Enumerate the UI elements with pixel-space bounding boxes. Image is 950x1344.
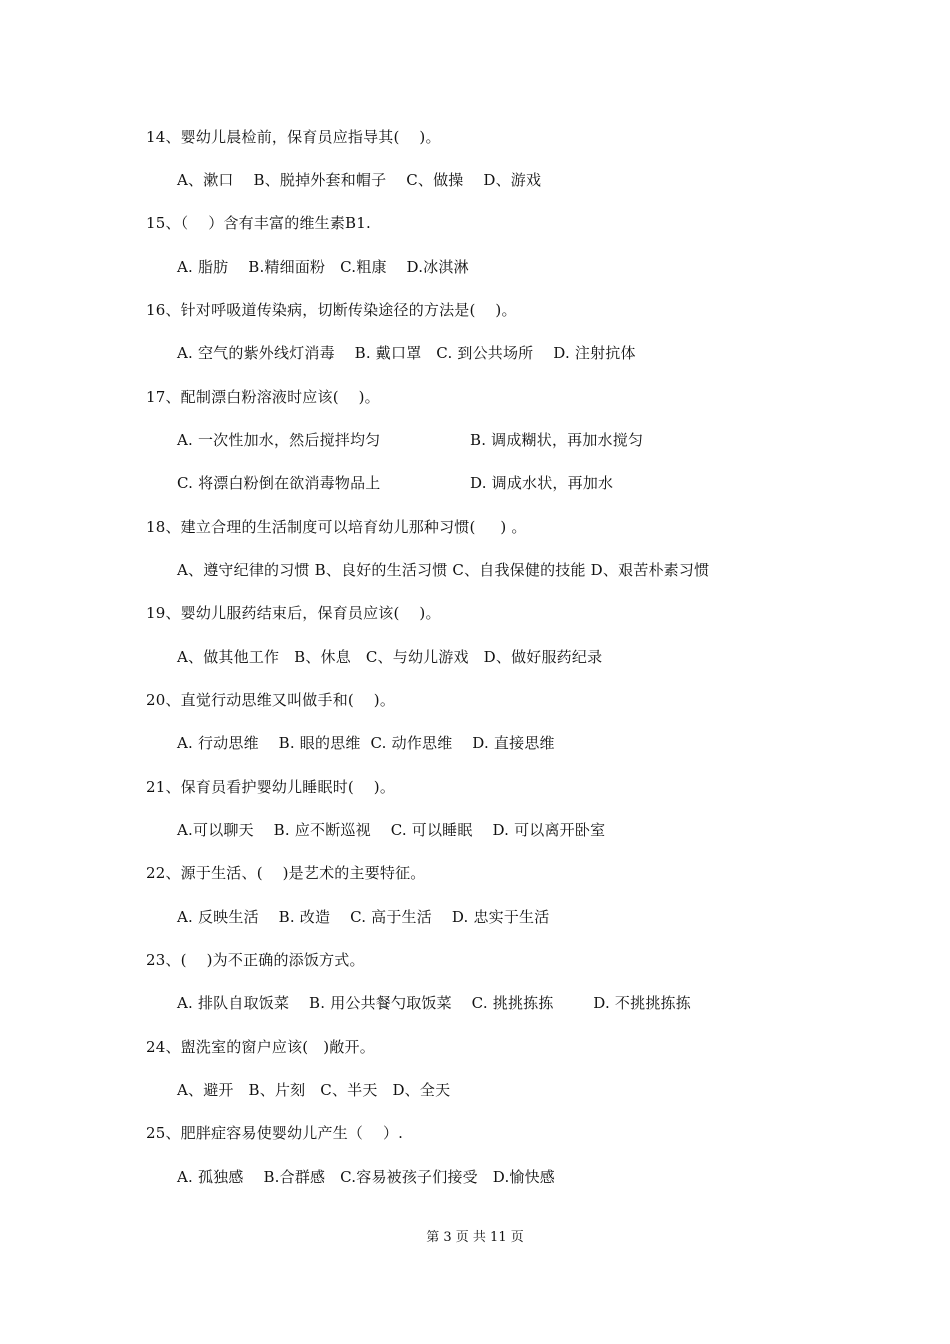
question-20-options: A. 行动思维 B. 眼的思维 C. 动作思维 D. 直接思维 [177,734,555,752]
question-19-options: A、做其他工作 B、休息 C、与幼儿游戏 D、做好服药纪录 [177,648,603,666]
question-17-option-b: B. 调成糊状，再加水搅匀 [470,431,644,449]
question-14-options: A、漱口 B、脱掉外套和帽子 C、做操 D、游戏 [177,171,542,189]
question-14-stem: 14、婴幼儿晨检前，保育员应指导其( )。 [146,128,441,146]
question-25-options: A. 孤独感 B.合群感 C.容易被孩子们接受 D.愉快感 [177,1168,556,1186]
question-20-stem: 20、直觉行动思维又叫做手和( )。 [146,691,396,709]
question-18-stem: 18、建立合理的生活制度可以培育幼儿那种习惯( ) 。 [146,518,527,536]
question-24-stem: 24、盥洗室的窗户应该( )敞开。 [146,1038,375,1056]
question-15-options: A. 脂肪 B.精细面粉 C.粗康 D.冰淇淋 [177,258,469,276]
question-22-options: A. 反映生活 B. 改造 C. 高于生活 D. 忠实于生活 [177,908,550,926]
question-21-stem: 21、保育员看护婴幼儿睡眠时( )。 [146,778,396,796]
page-footer: 第 3 页 共 11 页 [426,1230,524,1245]
question-17-option-a: A. 一次性加水，然后搅拌均匀 [177,431,381,449]
question-21-options: A.可以聊天 B. 应不断巡视 C. 可以睡眠 D. 可以离开卧室 [177,821,606,839]
question-17-option-c: C. 将漂白粉倒在欲消毒物品上 [177,474,381,492]
question-24-options: A、避开 B、片刻 C、半天 D、全天 [177,1081,451,1099]
question-16-stem: 16、针对呼吸道传染病，切断传染途径的方法是( )。 [146,301,517,319]
question-25-stem: 25、肥胖症容易使婴幼儿产生（ ）. [146,1124,404,1142]
question-23-stem: 23、( )为不正确的添饭方式。 [146,951,365,969]
question-17-stem: 17、配制漂白粉溶液时应该( )。 [146,388,380,406]
question-22-stem: 22、源于生活、( )是艺术的主要特征。 [146,864,426,882]
question-15-stem: 15、（ ）含有丰富的维生素B1. [146,214,371,232]
question-16-options: A. 空气的紫外线灯消毒 B. 戴口罩 C. 到公共场所 D. 注射抗体 [177,344,636,362]
question-17-option-d: D. 调成水状，再加水 [470,474,614,492]
question-18-options: A、遵守纪律的习惯 B、良好的生活习惯 C、自我保健的技能 D、艰苦朴素习惯 [177,561,710,579]
question-23-options: A. 排队自取饭菜 B. 用公共餐勺取饭菜 C. 挑挑拣拣 D. 不挑挑拣拣 [177,994,691,1012]
question-19-stem: 19、婴幼儿服药结束后，保育员应该( )。 [146,604,441,622]
